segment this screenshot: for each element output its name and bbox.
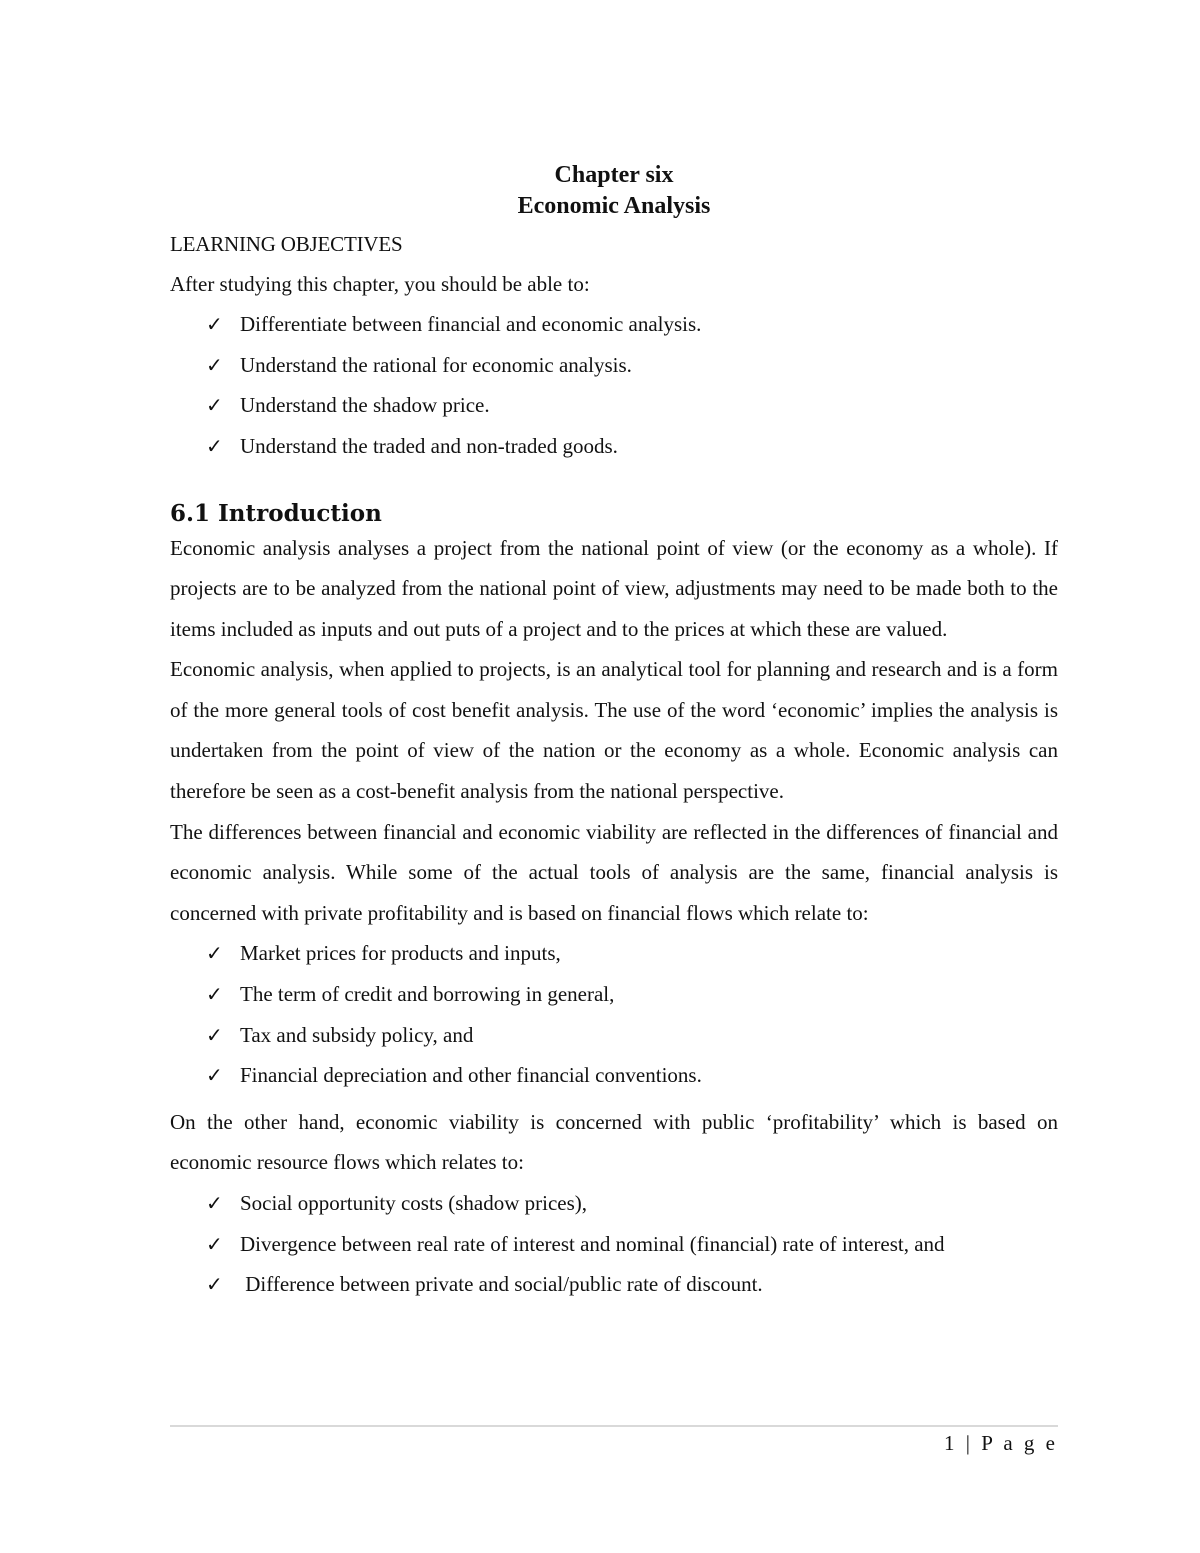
section-heading-introduction: 6.1 Introduction — [170, 499, 382, 527]
objectives-intro: After studying this chapter, you should be able to: — [170, 272, 590, 296]
list-item: ✓ Differentiate between financial and economic analysis. — [206, 312, 702, 336]
chapter-title: Economic Analysis — [517, 193, 711, 219]
checkmark-icon: ✓ — [206, 393, 223, 417]
chapter-label: Chapter six — [554, 162, 674, 188]
footer-divider — [170, 1425, 1058, 1427]
page-content — [170, 160, 1058, 1311]
checkmark-icon: ✓ — [206, 982, 223, 1007]
checkmark-icon: ✓ — [206, 1063, 223, 1088]
objectives-list — [170, 310, 1058, 460]
economic-flows-list — [170, 1189, 1058, 1298]
list-item: ✓ Understand the rational for economic analysis. — [206, 352, 632, 377]
checkmark-icon: ✓ — [206, 433, 223, 458]
checkmark-icon: ✓ — [206, 1022, 223, 1047]
list-item: ✓ Understand the shadow price. — [206, 393, 490, 417]
checkmark-icon: ✓ — [206, 352, 223, 377]
page-number: 1 | P a g e — [944, 1431, 1058, 1455]
checkmark-icon: ✓ — [206, 1231, 223, 1256]
financial-flows-list — [170, 939, 1058, 1089]
checkmark-icon: ✓ — [206, 941, 223, 966]
paragraph: The differences between financial and economic viability are reflected in the differences of financial and economic analysis. While some of the actual tools of analysis are the same, financial analysis is concerned with private profitability and is based on financial flows which relate to: — [170, 819, 1058, 925]
list-item: ✓ Difference between private and social/public rate of discount. — [206, 1272, 763, 1297]
list-item: ✓ Divergence between real rate of interest and nominal (financial) rate of interest, and — [206, 1231, 945, 1256]
learning-objectives-heading: LEARNING OBJECTIVES — [170, 232, 403, 256]
paragraph: Economic analysis, when applied to projects, is an analytical tool for planning and research and is a form of the more general tools of cost benefit analysis. The use of the word ‘economic’ implies the analysis is undertaken from the point of view of the nation or the economy as a whole. Economic analysis can therefore be seen as a cost-benefit analysis from the national perspective. — [170, 657, 1058, 804]
list-item: ✓ The term of credit and borrowing in general, — [206, 982, 615, 1007]
list-item: ✓ Market prices for products and inputs, — [206, 941, 561, 966]
list-item: ✓ Social opportunity costs (shadow prices), — [206, 1191, 588, 1215]
list-item: ✓ Tax and subsidy policy, and — [206, 1022, 474, 1047]
paragraph: On the other hand, economic viability is concerned with public ‘profitability’ which is based on economic resource flows which relates to: — [170, 1109, 1058, 1175]
list-item: ✓ Understand the traded and non-traded goods. — [206, 433, 618, 458]
checkmark-icon: ✓ — [206, 1191, 223, 1215]
checkmark-icon: ✓ — [206, 1272, 223, 1297]
paragraph: Economic analysis analyses a project from the national point of view (or the economy as a whole). If projects are to be analyzed from the national point of view, adjustments may need to be made both to the items included as inputs and out puts of a project and to the prices at which these are valued. — [170, 535, 1058, 641]
list-item: ✓ Financial depreciation and other financial conventions. — [206, 1063, 702, 1088]
checkmark-icon: ✓ — [206, 312, 223, 336]
